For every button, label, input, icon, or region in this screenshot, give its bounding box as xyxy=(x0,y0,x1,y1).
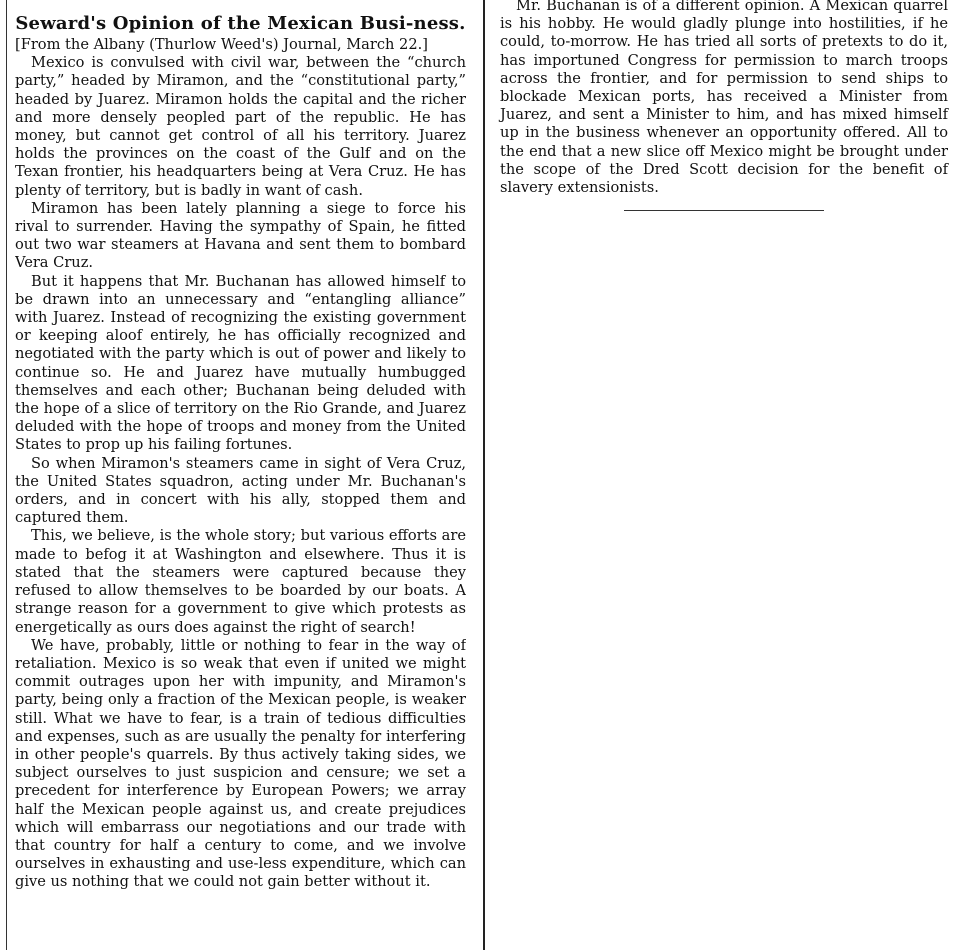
column-divider xyxy=(483,0,485,950)
paragraph-5: This, we believe, is the whole story; but various efforts are made to befog it at Washington and elsewhere. Thus it is stated that the steamers were captured because they refused to allow themselves to be boarded by our boats. A strange reason for a government to give which protests as energetically as ours does against the right of search! xyxy=(15,527,466,636)
article-column-left xyxy=(15,0,466,950)
left-border-rule xyxy=(6,0,7,950)
paragraph-3: But it happens that Mr. Buchanan has allowed himself to be drawn into an unnecessary and “entangling alliance” with Juarez. Instead of recognizing the existing government or keeping aloof entirely, he has officially recognized and negotiated with the party which is out of power and likely to continue so. He and Juarez have mutually humbugged themselves and each other; Buchanan being deluded with the hope of a slice of territory on the Rio Grande, and Juarez deluded with the hope of troops and money from the United States to prop up his failing fortunes. xyxy=(15,272,466,454)
paragraph-6: We have, probably, little or nothing to fear in the way of retaliation. Mexico is so weak that even if united we might commit outrages upon her with impunity, and Miramon's party, being only a fraction of the Mexican people, is weaker still. What we have to fear, is a train of tedious difficulties and expenses, such as are usually the penalty for interfering in other people's quarrels. By thus actively taking sides, we subject ourselves to just suspicion and censure; we set a precedent for interference by European Powers; we array half the Mexican people against us, and create prejudices which will embarrass our negotiations and our trade with that country for half a century to come, and we involve ourselves in exhausting and use-less expenditure, which can give us nothing that we could not gain better without it. xyxy=(15,636,466,891)
paragraph-2: Miramon has been lately planning a siege to force his rival to surrender. Having the sympathy of Spain, he fitted out two war steamers at Havana and sent them to bombard Vera Cruz. xyxy=(15,199,466,272)
headline: Seward's Opinion of the Mexican Busi-ness. xyxy=(15,13,466,34)
article-column-right xyxy=(500,0,948,211)
end-separator-rule xyxy=(624,210,824,211)
paragraph-7: Mr. Buchanan is of a different opinion. A Mexican quarrel is his hobby. He would gladly plunge into hostilities, if he could, to-morrow. He has tried all sorts of pretexts to do it, has importuned Congress for permission to march troops across the frontier, and for permission to send ships to blockade Mexican ports, has received a Minister from Juarez, and sent a Minister to him, and has mixed himself up in the business whenever an opportunity offered. All to the end that a new slice off Mexico might be brought under the scope of the Dred Scott decision for the benefit of slavery extensionists. xyxy=(500,0,948,197)
source-line: [From the Albany (Thurlow Weed's) Journal, March 22.] xyxy=(15,36,428,53)
paragraph-1: Mexico is convulsed with civil war, between the “church party,” headed by Miramon, and the “constitutional party,” headed by Juarez. Miramon holds the capital and the richer and more densely peopled part of the republic. He has money, but cannot get control of all his territory. Juarez holds the provinces on the coast of the Gulf and on the Texan frontier, his headquarters being at Vera Cruz. He has plenty of territory, but is badly in want of cash. xyxy=(15,54,466,199)
paragraph-4: So when Miramon's steamers came in sight of Vera Cruz, the United States squadron, acting under Mr. Buchanan's orders, and in concert with his ally, stopped them and captured them. xyxy=(15,454,466,527)
